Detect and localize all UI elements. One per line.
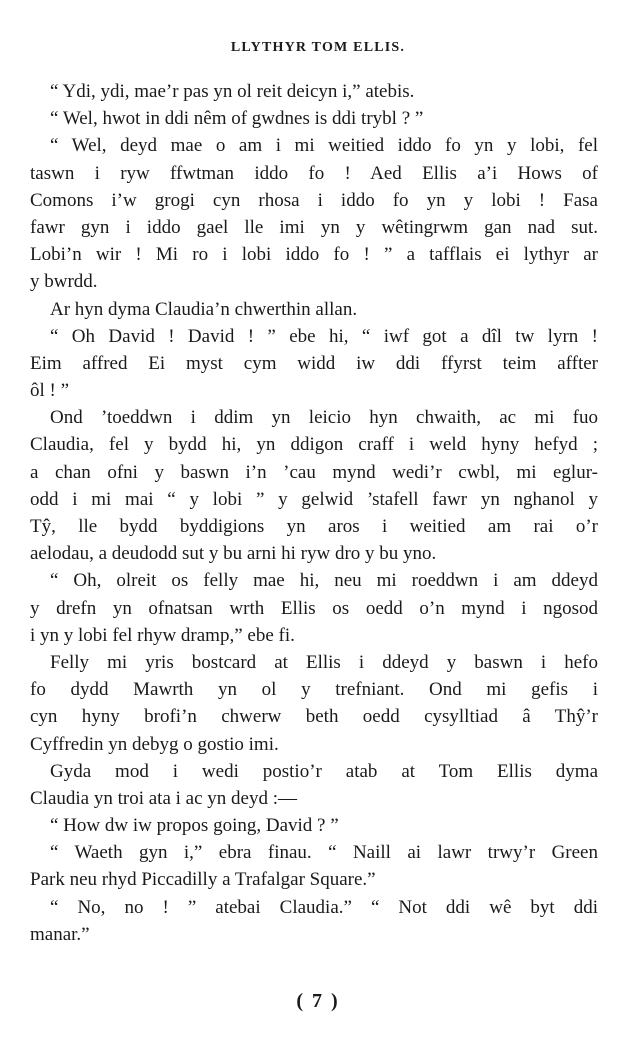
- page-number: ( 7 ): [296, 990, 340, 1012]
- body-text: [30, 78, 598, 948]
- text-line: “ Oh David ! David ! ” ebe hi, “ iwf got a dîl tw lyrn !: [50, 325, 598, 347]
- text-line: “ How dw iw propos going, David ? ”: [50, 815, 339, 837]
- text-line: Gyda mod i wedi postio’r atab at Tom Ellis dyma: [50, 760, 598, 782]
- text-line: Lobi’n wir ! Mi ro i lobi iddo fo ! ” a tafflais ei lythyr ar: [30, 244, 598, 266]
- text-line: fo dydd Mawrth yn ol y trefniant. Ond mi gefis i: [30, 679, 598, 701]
- text-line: Claudia, fel y bydd hi, yn ddigon craff i weld hyny hefyd ;: [30, 434, 598, 456]
- text-line: Eim affred Ei myst cym widd iw ddi ffyrst teim affter: [30, 352, 598, 374]
- text-line: Ar hyn dyma Claudia’n chwerthin allan.: [50, 298, 358, 320]
- text-line: “ Wel, hwot in ddi nêm of gwdnes is ddi trybl ? ”: [50, 108, 424, 130]
- text-line: “ Waeth gyn i,” ebra finau. “ Naill ai lawr trwy’r Green: [50, 842, 598, 864]
- text-line: “ Wel, deyd mae o am i mi weitied iddo fo yn y lobi, fel: [50, 135, 598, 157]
- text-line: i yn y lobi fel rhyw dramp,” ebe fi.: [30, 624, 295, 646]
- text-line: y bwrdd.: [30, 271, 98, 293]
- text-line: Tŷ, lle bydd byddigions yn aros i weitied am rai o’r: [30, 516, 598, 537]
- text-line: manar.”: [30, 923, 90, 945]
- text-line: y drefn yn ofnatsan wrth Ellis os oedd o’n mynd i ngosod: [30, 597, 598, 619]
- text-line: Felly mi yris bostcard at Ellis i ddeyd y baswn i hefo: [50, 651, 598, 673]
- text-line: Claudia yn troi ata i ac yn deyd :—: [30, 787, 297, 809]
- text-line: Ond ’toeddwn i ddim yn leicio hyn chwaith, ac mi fuo: [50, 407, 598, 429]
- running-head: LLYTHYR TOM ELLIS.: [230, 40, 406, 55]
- text-line: cyn hyny brofi’n chwerw beth oedd cysylltiad â Thŷ’r: [30, 706, 598, 728]
- text-line: fawr gyn i iddo gael lle imi yn y wêtingrwm gan nad sut.: [30, 216, 598, 238]
- text-line: odd i mi mai “ y lobi ” y gelwid ’stafell fawr yn nghanol y: [30, 488, 598, 510]
- text-line: ôl ! ”: [30, 380, 70, 402]
- text-line: aelodau, a deudodd sut y bu arni hi ryw dro y bu yno.: [30, 543, 437, 565]
- text-line: Park neu rhyd Piccadilly a Trafalgar Square.”: [30, 869, 376, 891]
- text-line: “ No, no ! ” atebai Claudia.” “ Not ddi wê byt ddi: [50, 896, 598, 918]
- text-line: “ Oh, olreit os felly mae hi, neu mi roeddwn i am ddeyd: [50, 570, 598, 592]
- text-line: a chan ofni y baswn i’n ’cau mynd wedi’r cwbl, mi eglur-: [30, 461, 598, 483]
- text-line: taswn i ryw ffwtman iddo fo ! Aed Ellis a’i Hows of: [30, 162, 598, 184]
- text-line: Comons i’w grogi cyn rhosa i iddo fo yn y lobi ! Fasa: [30, 189, 598, 211]
- text-line: “ Ydi, ydi, mae’r pas yn ol reit deicyn i,” atebis.: [50, 81, 415, 102]
- text-line: Cyffredin yn debyg o gostio imi.: [30, 733, 279, 755]
